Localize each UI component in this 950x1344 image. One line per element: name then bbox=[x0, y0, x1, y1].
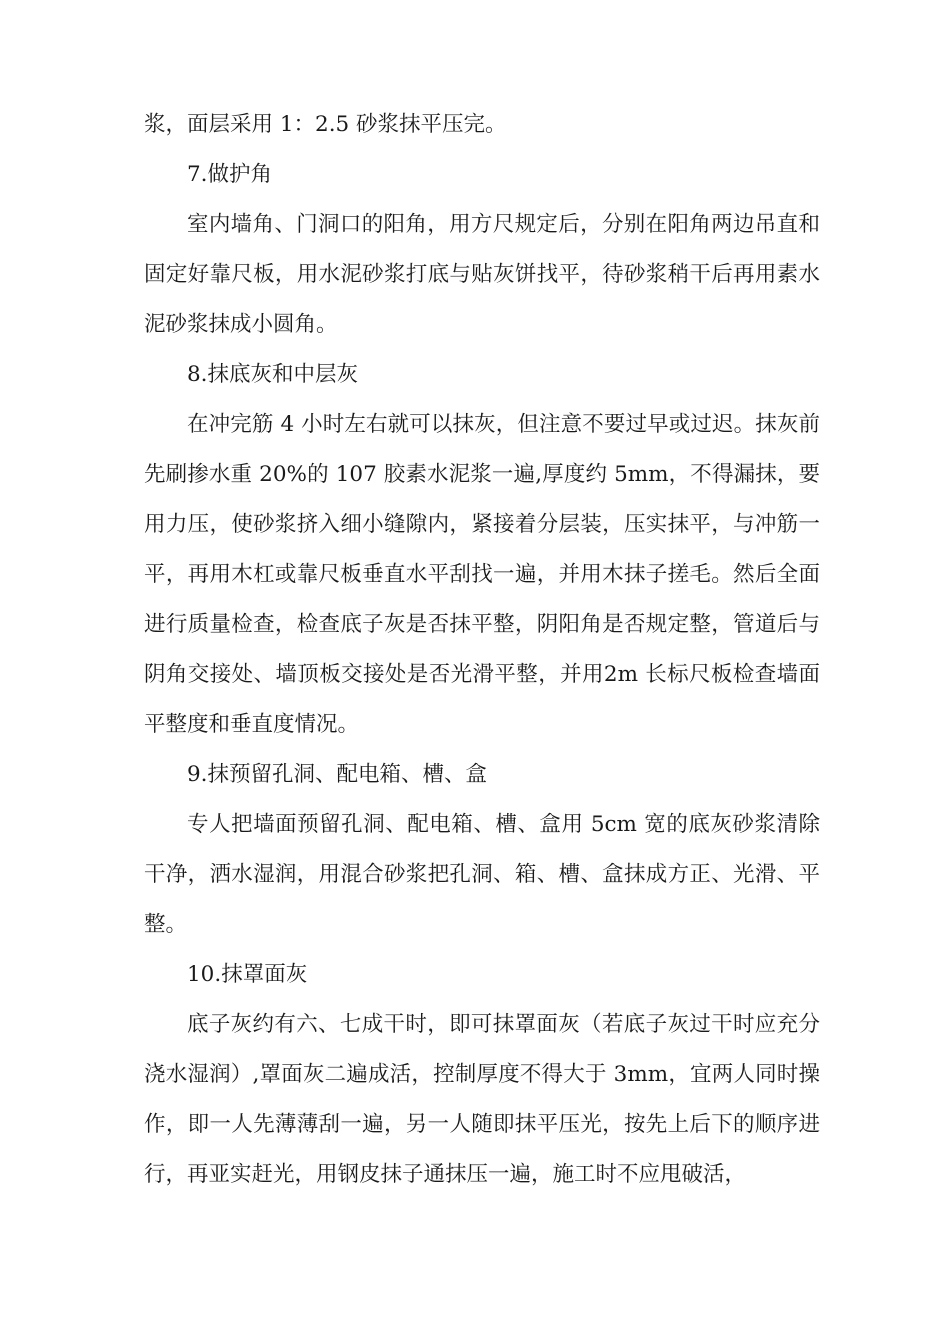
paragraph-base-coat: 在冲完筋 4 小时左右就可以抹灰，但注意不要过早或过迟。抹灰前先刷掺水重 20%的 107 胶素水泥浆一遍,厚度约 5mm，不得漏抹，要用力压，使砂浆挤入细小缝隙内，紧接着分层装，压实抹平，与冲筋一平，再用木杠或靠尺板垂直水平刮找一遍，并用木抹子搓毛。然后全面进行质量检查，检查底子灰是否抹平整，阴阳角是否规定整，管道后与阴角交接处、墙顶板交接处是否光滑平整，并用2m 长标尺板检查墙面平整度和垂直度情况。 bbox=[144, 412, 820, 737]
paragraph-openings: 专人把墙面预留孔洞、配电箱、槽、盒用 5cm 宽的底灰砂浆清除干净，洒水湿润，用混合砂浆把孔洞、箱、槽、盒抹成方正、光滑、平整。 bbox=[144, 812, 820, 937]
section-heading-7: 7.做护角 bbox=[187, 162, 273, 187]
section-heading-8: 8.抹底灰和中层灰 bbox=[187, 362, 359, 387]
paragraph-corner-protection: 室内墙角、门洞口的阳角，用方尺规定后，分别在阳角两边吊直和固定好靠尺板，用水泥砂浆打底与贴灰饼找平，待砂浆稍干后再用素水泥砂浆抹成小圆角。 bbox=[144, 212, 820, 337]
section-heading-10: 10.抹罩面灰 bbox=[187, 962, 308, 987]
paragraph-continued: 浆，面层采用 1：2.5 砂浆抹平压完。 bbox=[144, 112, 507, 137]
document-body bbox=[144, 100, 820, 1200]
paragraph-finish-coat: 底子灰约有六、七成干时，即可抹罩面灰（若底子灰过干时应充分浇水湿润）,罩面灰二遍成活，控制厚度不得大于 3mm，宜两人同时操作，即一人先薄薄刮一遍，另一人随即抹平压光，按先上后下的顺序进行，再亚实赶光，用钢皮抹子通抹压一遍，施工时不应甩破活， bbox=[144, 1012, 820, 1187]
section-heading-9: 9.抹预留孔洞、配电箱、槽、盒 bbox=[187, 762, 488, 787]
